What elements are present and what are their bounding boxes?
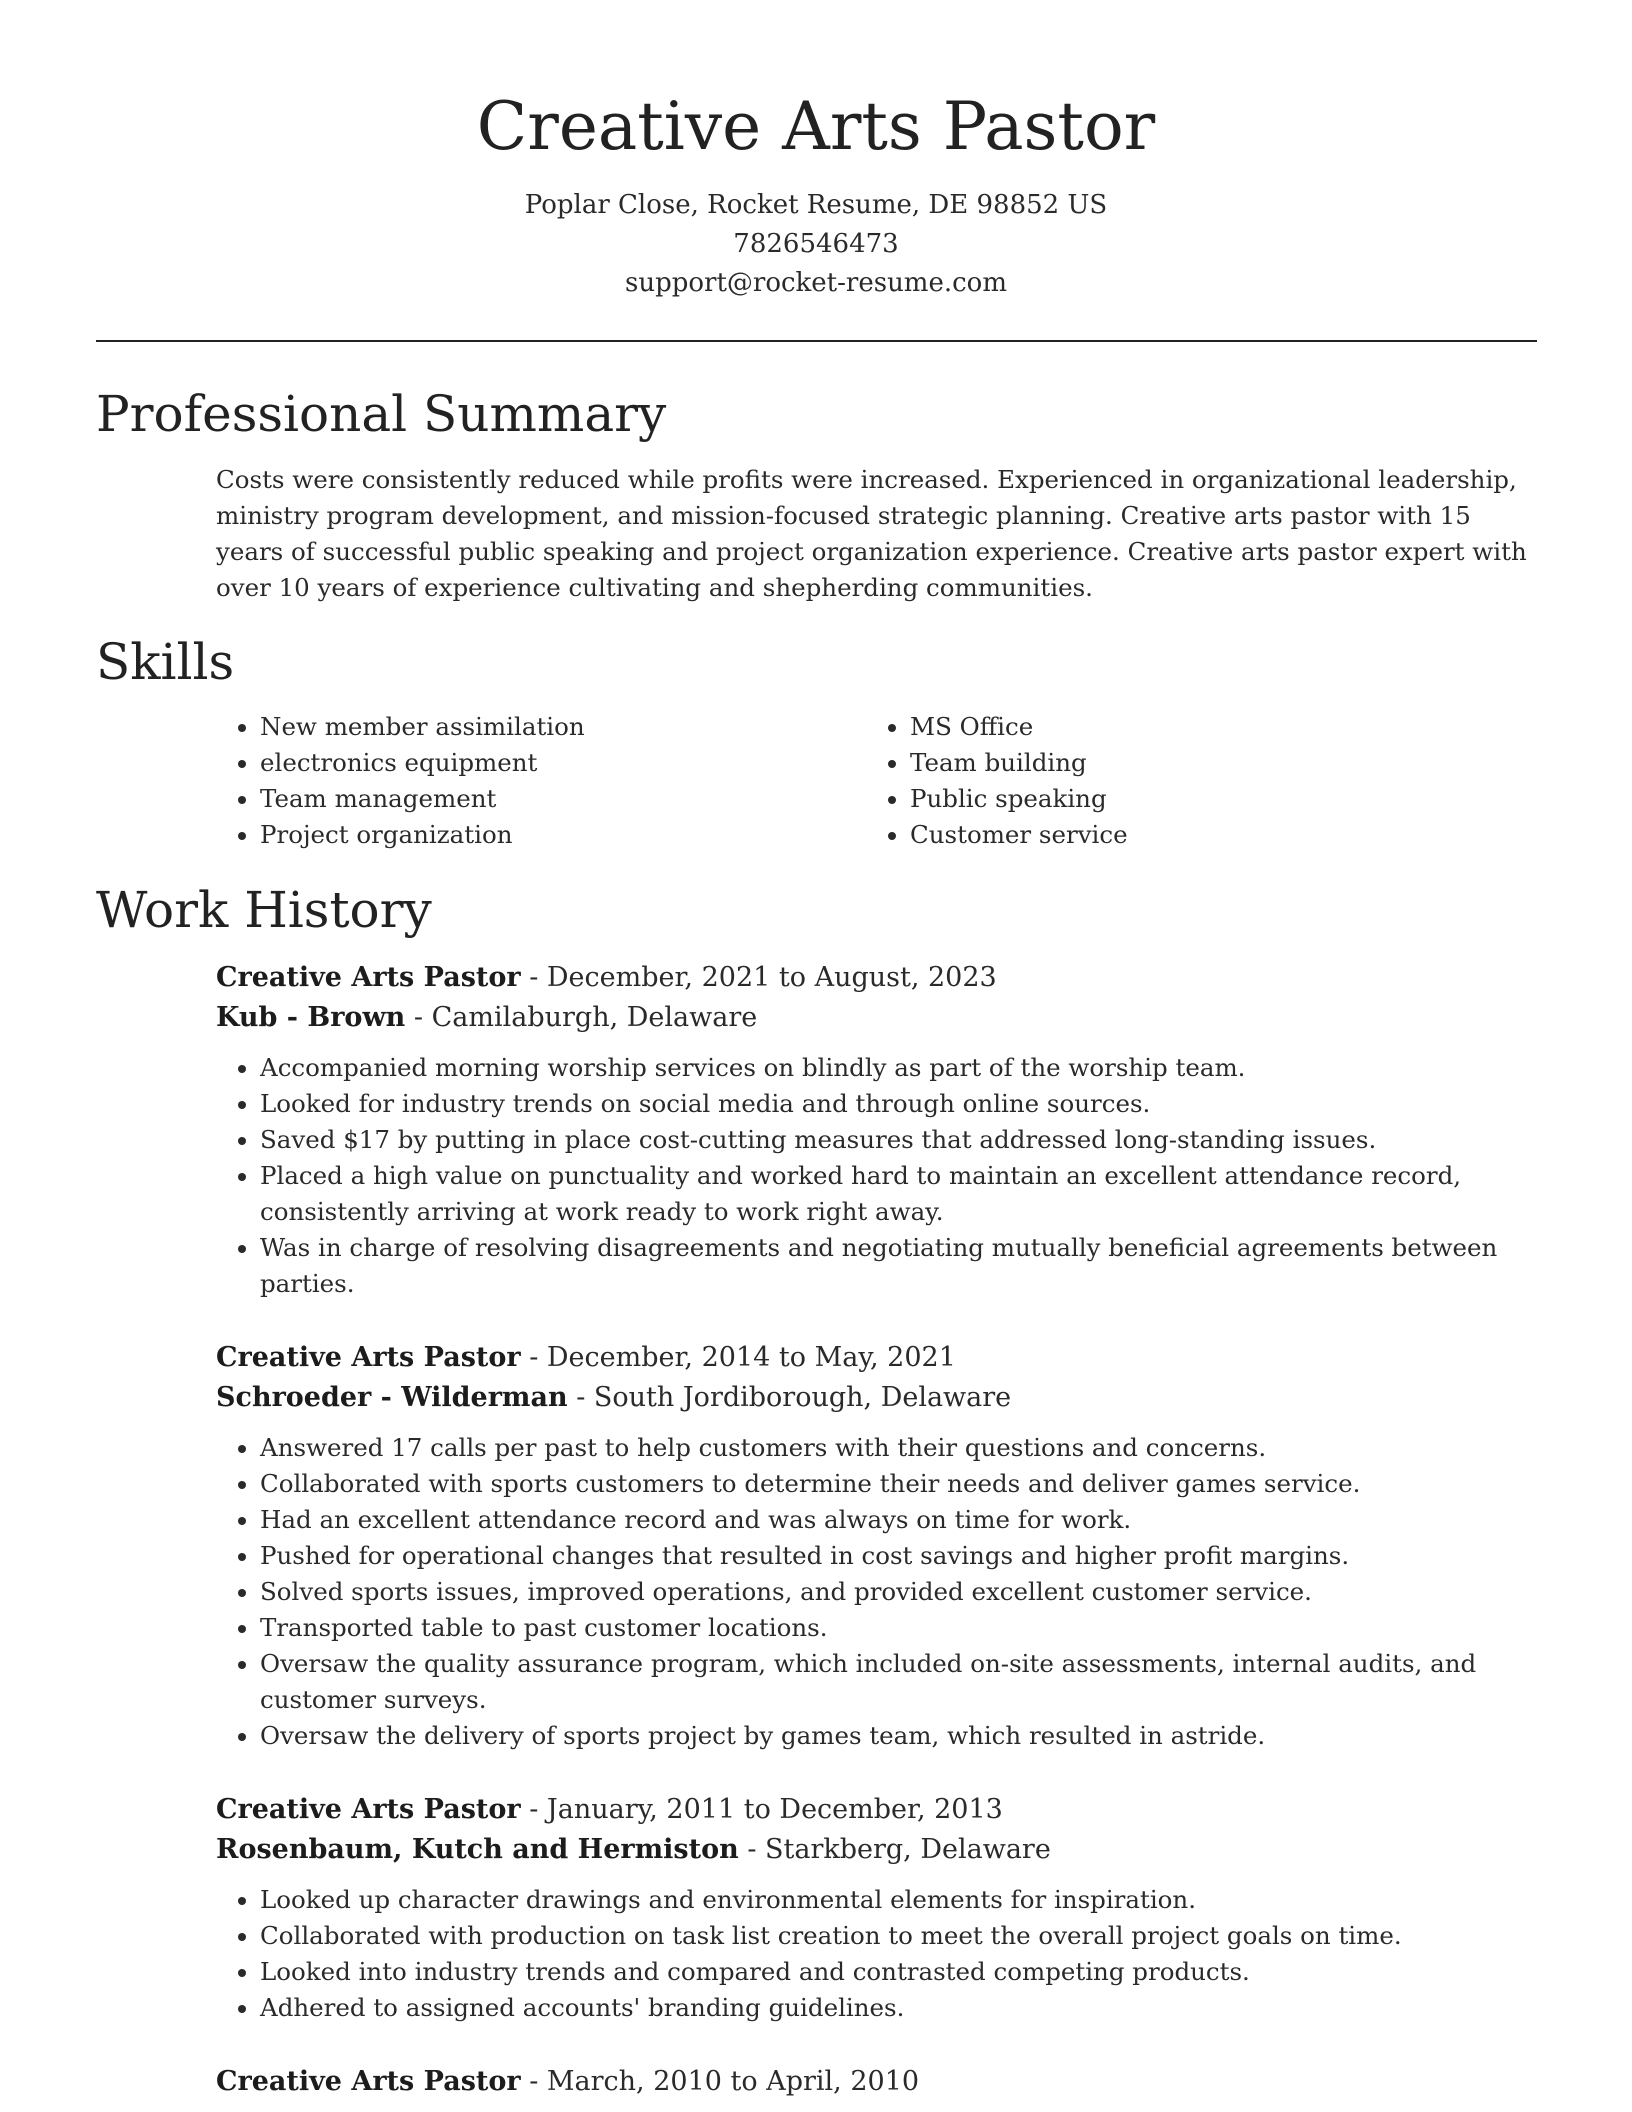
job-entry: [216, 1338, 1536, 1754]
skill-item: • New member assimilation: [260, 709, 585, 745]
job-company-line: [216, 1378, 1536, 1418]
contact-address: Poplar Close, Rocket Resume, DE 98852 US: [524, 190, 1108, 220]
job-bullet: • Had an excellent attendance record and was always on time for work.: [260, 1502, 1536, 1538]
job-title-line: [216, 958, 1536, 998]
job-bullets: [216, 1050, 1536, 1302]
job-title: Creative Arts Pastor: [216, 962, 521, 993]
skill-item: • Public speaking: [910, 781, 1128, 817]
job-bullet: • Transported table to past customer locations.: [260, 1610, 1536, 1646]
skill-item: • electronics equipment: [260, 745, 585, 781]
job-bullet: • Answered 17 calls per past to help customers with their questions and concerns.: [260, 1430, 1536, 1466]
skills-list-left: [216, 709, 585, 853]
summary-heading: Professional Summary: [96, 385, 667, 443]
summary-text: Costs were consistently reduced while profits were increased. Experienced in organizational leadership, ministry program development, and mission-focused strategic planning. Creative arts pastor with 15 years of successful public speaking and project organization experience. Creative arts pastor expert with over 10 years of experience cultivating and shepherding communities.: [216, 465, 1527, 602]
job-company-line: [216, 1830, 1536, 1870]
skills-heading: Skills: [96, 633, 235, 691]
header-divider: [96, 340, 1537, 342]
job-bullet: • Adhered to assigned accounts' branding guidelines.: [260, 1990, 1536, 2026]
job-bullet: • Pushed for operational changes that resulted in cost savings and higher profit margins.: [260, 1538, 1536, 1574]
contact-block: [0, 186, 1632, 303]
job-dates: - December, 2014 to May, 2021: [520, 1342, 956, 1373]
job-dates: - January, 2011 to December, 2013: [520, 1794, 1003, 1825]
skills-list-right: [866, 709, 1128, 853]
job-bullet: • Placed a high value on punctuality and worked hard to maintain an excellent attendance record, consistently arriving at work ready to work right away.: [260, 1158, 1536, 1230]
job-dates: - March, 2010 to April, 2010: [520, 2066, 920, 2097]
job-bullet: • Looked into industry trends and compared and contrasted competing products.: [260, 1954, 1536, 1990]
job-entry: [216, 1790, 1536, 2026]
job-bullet: • Was in charge of resolving disagreements and negotiating mutually beneficial agreements between parties.: [260, 1230, 1536, 1302]
job-location: - Starkberg, Delaware: [738, 1834, 1051, 1865]
skill-item: • MS Office: [910, 709, 1128, 745]
job-bullet: • Accompanied morning worship services on blindly as part of the worship team.: [260, 1050, 1536, 1086]
job-dates: - December, 2021 to August, 2023: [520, 962, 997, 993]
job-company: Schroeder - Wilderman: [216, 1382, 568, 1413]
job-bullet: • Collaborated with sports customers to determine their needs and deliver games service.: [260, 1466, 1536, 1502]
skill-item: • Customer service: [910, 817, 1128, 853]
job-bullets: [216, 1430, 1536, 1754]
skill-item: • Team building: [910, 745, 1128, 781]
job-title: Creative Arts Pastor: [216, 2066, 521, 2097]
job-title: Creative Arts Pastor: [216, 1342, 521, 1373]
job-bullet: • Saved $17 by putting in place cost-cutting measures that addressed long-standing issues.: [260, 1122, 1536, 1158]
applicant-name: Creative Arts Pastor: [476, 88, 1156, 165]
job-entry: [216, 958, 1536, 1302]
job-company: Kub - Brown: [216, 1002, 406, 1033]
resume-header: [0, 0, 1632, 303]
job-bullet: • Collaborated with production on task list creation to meet the overall project goals on time.: [260, 1918, 1536, 1954]
job-title-line: [216, 1338, 1536, 1378]
job-title-line: [216, 1790, 1536, 1830]
contact-phone: 7826546473: [733, 229, 899, 259]
skill-item: • Project organization: [260, 817, 585, 853]
skill-item: • Team management: [260, 781, 585, 817]
contact-email: support@rocket-resume.com: [624, 268, 1007, 298]
job-entry: [216, 2062, 1536, 2102]
job-location: - Camilaburgh, Delaware: [405, 1002, 758, 1033]
job-bullet: • Looked for industry trends on social media and through online sources.: [260, 1086, 1536, 1122]
work-history-heading: Work History: [96, 881, 432, 939]
job-company-line: [216, 998, 1536, 1038]
job-bullets: [216, 1882, 1536, 2026]
job-location: - South Jordiborough, Delaware: [567, 1382, 1012, 1413]
job-bullet: • Looked up character drawings and environmental elements for inspiration.: [260, 1882, 1536, 1918]
job-bullet: • Oversaw the quality assurance program, which included on-site assessments, internal audits, and customer surveys.: [260, 1646, 1536, 1718]
job-title-line: [216, 2062, 1536, 2102]
job-company: Rosenbaum, Kutch and Hermiston: [216, 1834, 739, 1865]
job-bullet: • Solved sports issues, improved operations, and provided excellent customer service.: [260, 1574, 1536, 1610]
job-title: Creative Arts Pastor: [216, 1794, 521, 1825]
job-bullet: • Oversaw the delivery of sports project by games team, which resulted in astride.: [260, 1718, 1536, 1754]
